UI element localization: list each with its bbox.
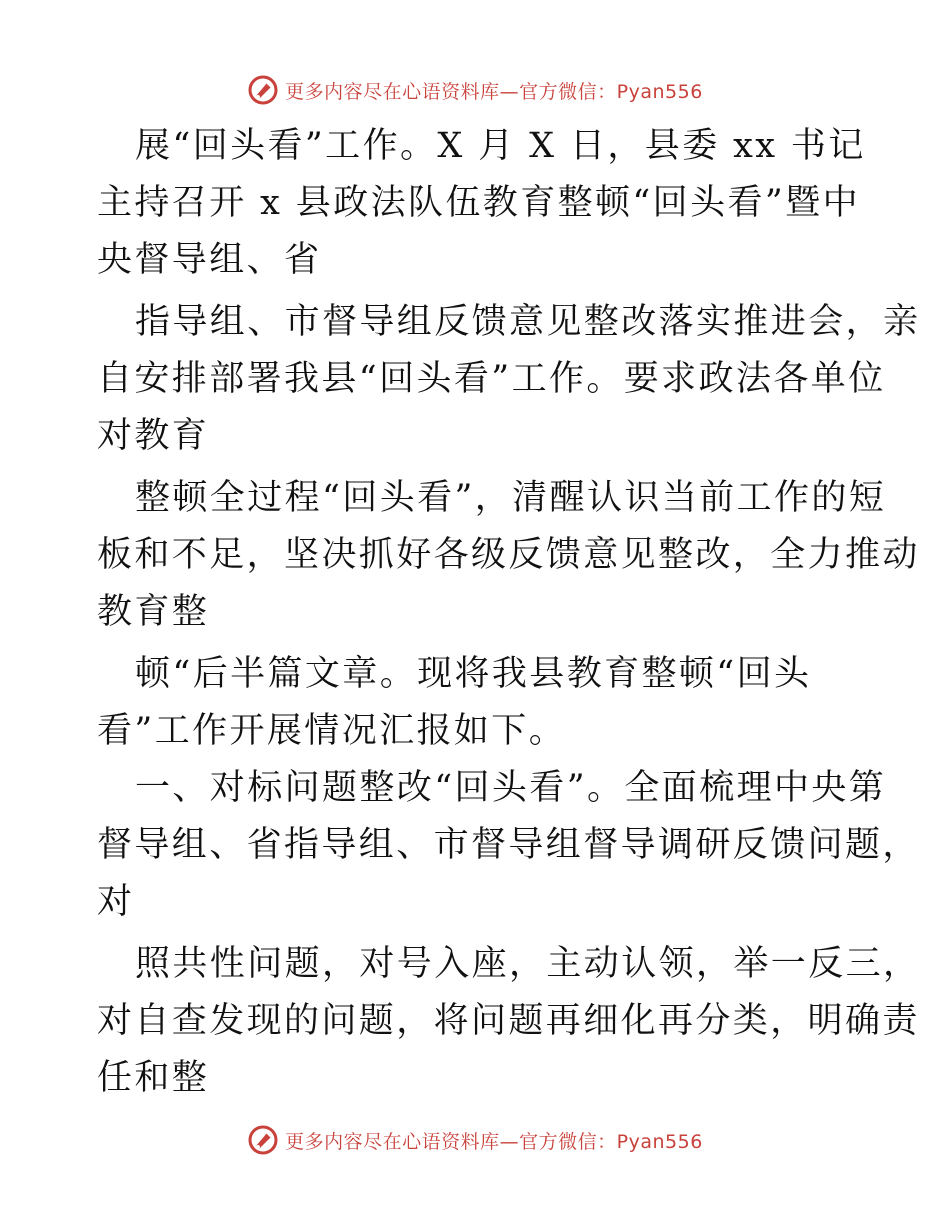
banner-text: 更多内容尽在心语资料库—官方微信：Pyan556: [285, 1130, 703, 1153]
text-line: 指导组、市督导组反馈意见整改落实推进会，亲: [135, 302, 921, 342]
text-line: 督导组、省指导组、市督导组督导调研反馈问题，: [97, 825, 920, 865]
text-line: 板和不足，坚决抓好各级反馈意见整改，全力推动: [97, 535, 920, 575]
text-line: 主持召开 x 县政法队伍教育整顿“回头看”暨中: [97, 183, 860, 223]
text-line: 对教育: [97, 416, 210, 456]
text-line: 对: [97, 882, 135, 922]
text-line: 一、对标问题整改“回头看”。全面梳理中央第: [135, 768, 887, 808]
banner-text: 更多内容尽在心语资料库—官方微信：Pyan556: [285, 80, 703, 103]
text-line: 自安排部署我县“回头看”工作。要求政法各单位: [97, 359, 886, 399]
pen-nib-logo-icon: [247, 74, 279, 106]
footer-banner: [0, 1120, 950, 1160]
text-line: 看”工作开展情况汇报如下。: [97, 711, 567, 751]
text-line: 照共性问题，对号入座，主动认领，举一反三，: [135, 944, 921, 984]
text-line: 任和整: [97, 1058, 210, 1098]
pen-nib-logo-icon: [247, 1124, 279, 1156]
text-line: 顿“后半篇文章。现将我县教育整顿“回头: [135, 654, 812, 694]
text-line: 对自查发现的问题，将问题再细化再分类，明确责: [97, 1001, 920, 1041]
text-line: 整顿全过程“回头看”，清醒认识当前工作的短: [135, 478, 887, 518]
header-banner: [0, 70, 950, 110]
text-line: 央督导组、省: [97, 240, 322, 280]
text-line: 展“回头看”工作。X 月 X 日，县委 xx 书记: [135, 126, 866, 166]
text-line: 教育整: [97, 592, 210, 632]
